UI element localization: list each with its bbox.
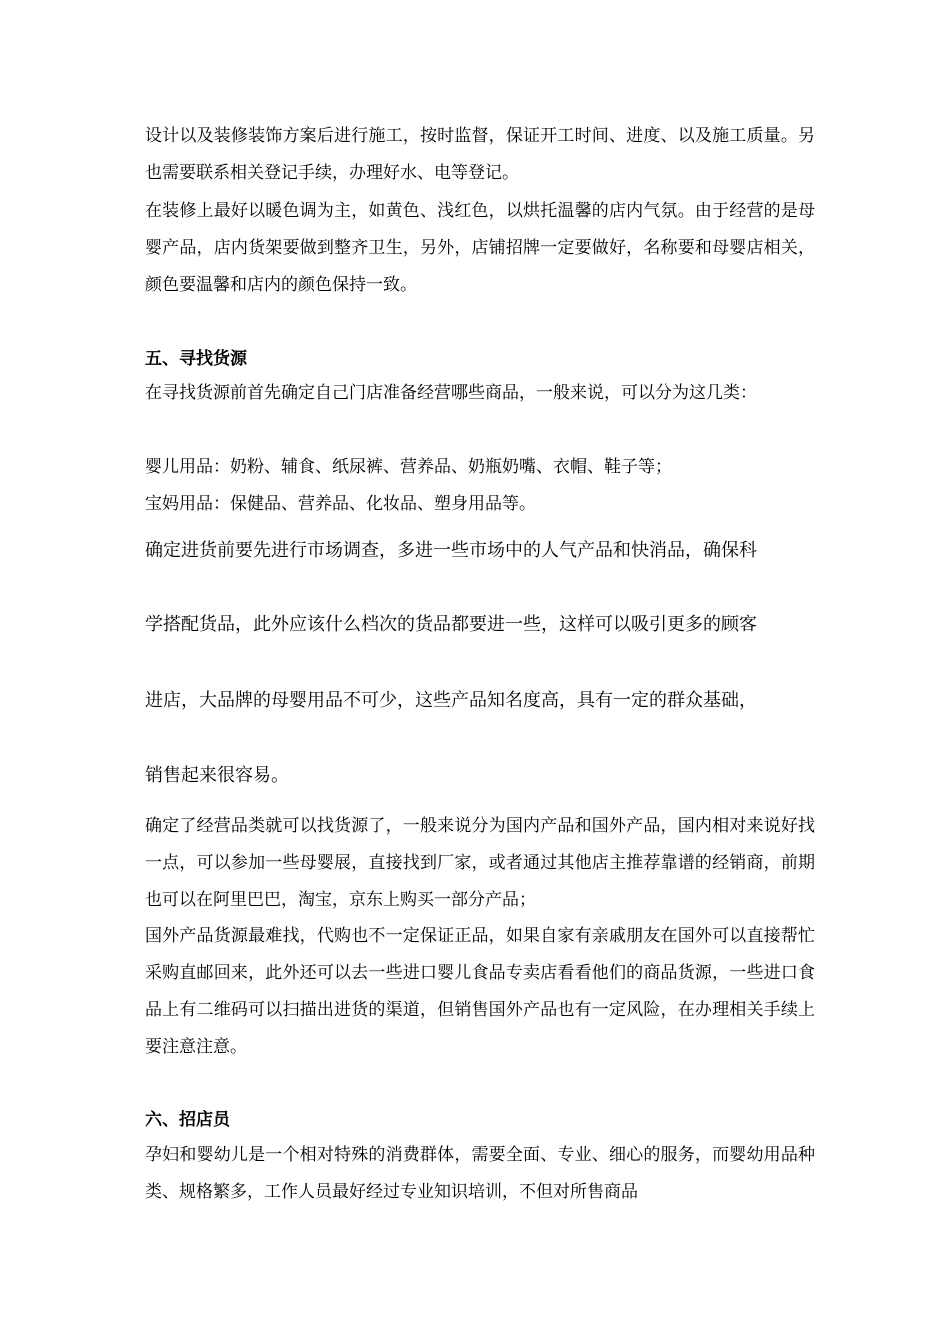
text-segment: 要先进行市场调查，多进一些市场中的人气产品和快消品，确保科	[235, 540, 757, 561]
text-segment: 应该什么档次的货品都要进一些，这样可以吸引更多的顾客	[289, 614, 757, 635]
paragraph-construction: 设计以及装修装饰方案后进行施工，按时监督，保证开工时间、进度、以及施工质量。另也需要联系相关登记手续，办理好水、电等登记。	[145, 126, 815, 183]
paragraph-domestic-sourcing: 确定了经营品类就可以找货源了，一般来说分为国内产品和国外产品，国内相对来说好找一点，可以参加一些母婴展，直接找到厂家，或者通过其他店主推荐靠谱的经销商，前期也可以在阿里巴巴，淘宝，京东上购买一部分产品；	[145, 816, 815, 910]
market-research-line-1	[145, 538, 815, 564]
paragraph-foreign-sourcing: 国外产品货源最难找，代购也不一定保证正品，如果自家有亲戚朋友在国外可以直接帮忙采购直邮回来，此外还可以去一些进口婴儿食品专卖店看看他们的商品货源，一些进口食品上有二维码可以扫描出进货的渠道，但销售国外产品也有一定风险，在办理相关手续上要注意注意。	[145, 926, 815, 1057]
market-research-line-3	[145, 688, 815, 714]
text-segment: 此外	[253, 614, 289, 635]
paragraph-mother-products: 宝妈用品：保健品、营养品、化妆品、塑身用品等。	[145, 494, 536, 514]
text-segment: 不可少，这些产品	[343, 690, 487, 711]
market-research-line-4: 销售起来很容易。	[145, 765, 289, 786]
paragraph-staff-requirements: 孕妇和婴幼儿是一个相对特殊的消费群体，需要全面、专业、细心的服务，而婴幼用品种类、规格繁多，工作人员最好经过专业知识培训，不但对所售商品	[145, 1145, 815, 1202]
paragraph-decoration: 在装修上最好以暖色调为主，如黄色、浅红色，以烘托温馨的店内气氛。由于经营的是母婴产品，店内货架要做到整齐卫生，另外，店铺招牌一定要做好，名称要和母婴店相关，颜色要温馨和店内的颜色保持一致。	[145, 201, 815, 295]
text-segment: 知名度高，具有一定的群众基础，	[487, 690, 757, 711]
text-segment: 确定进货前	[145, 540, 235, 561]
text-segment: 学搭配货品，	[145, 614, 253, 635]
paragraph-product-categories: 在寻找货源前首先确定自己门店准备经营哪些商品，一般来说，可以分为这几类：	[145, 383, 757, 403]
section-heading-sourcing: 五、寻找货源	[145, 349, 247, 369]
paragraph-baby-products: 婴儿用品：奶粉、辅食、纸尿裤、营养品、奶瓶奶嘴、衣帽、鞋子等；	[145, 457, 672, 477]
section-heading-staff: 六、招店员	[145, 1110, 230, 1130]
market-research-line-2	[145, 612, 815, 638]
text-segment: 进店，大品牌的母婴用品	[145, 690, 343, 711]
